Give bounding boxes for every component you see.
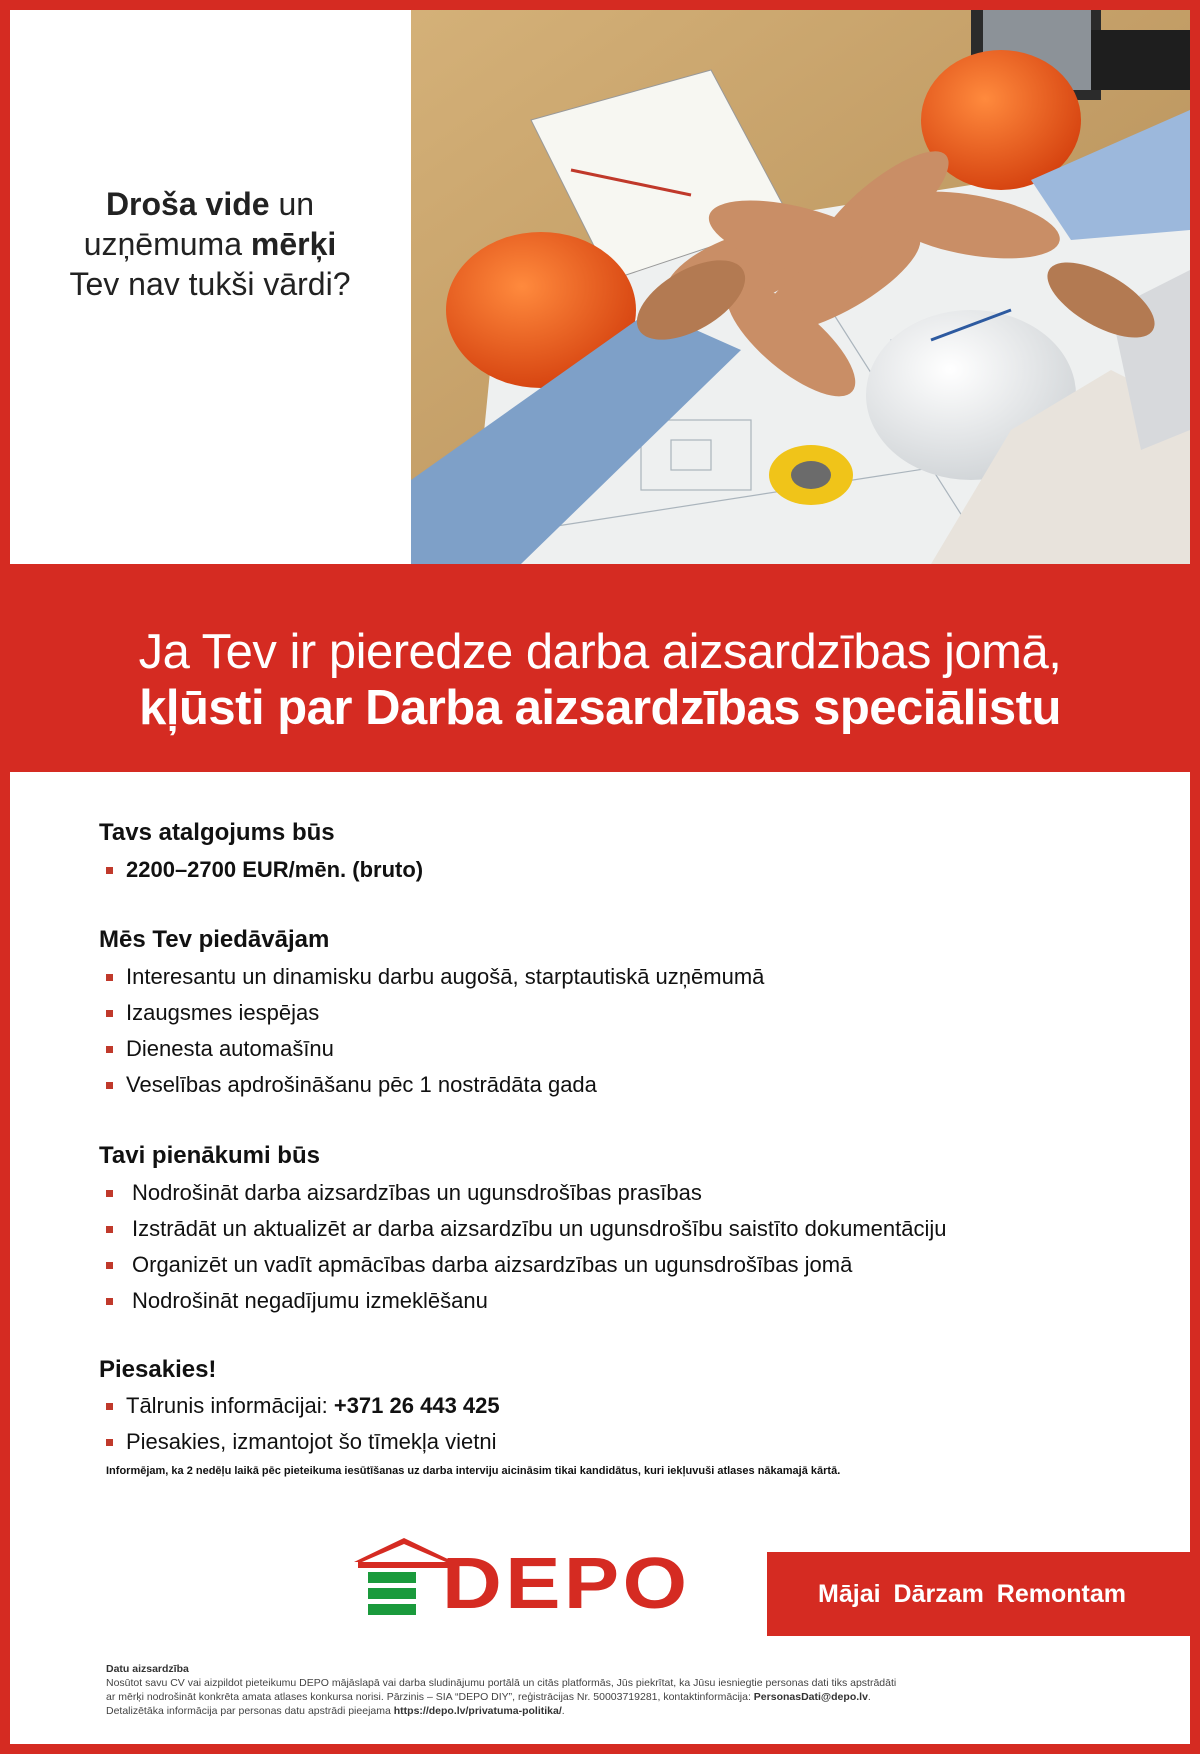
hero-q-bold-2: mērķi — [250, 226, 337, 262]
bullet-square-icon — [106, 1190, 113, 1197]
privacy-title: Datu aizsardzība — [106, 1663, 189, 1675]
bullet-square-icon — [106, 1298, 113, 1305]
job-ad-poster: Droša vide un uzņēmuma mērķi Tev nav tukši vārdi? Ja Tev ir pieredze darba aizsardzības jomā, kļūsti par Darba aizsardzības speciālistu Tavs atalgojums būs 2200–2700 EUR/mēn. (bruto) Mēs Tev piedāvājam Interesantu un dinamisku darbu augošā, starptautiskā uzņēmumā Izaugsmes iespējas Dienesta automašīnu Veselības apdrošināšanu pēc 1 nostrādāta gada Tavi pienākumi būs Nodrošināt darba aizsardzības un ugunsdrošības prasības Izstrādāt un aktualizēt ar darba aizsardzību un ugunsdrošību saistīto dokumentāciju Organizēt un vadīt apmācības darba aizsardzības un ugunsdrošības jomā Nodrošināt negadījumu izmeklēšanu Piesakies! Tālrunis informācijai: +371 26 443 425 Piesakies, izmantojot šo tīmekļa vietni Informējam, ka 2 nedēļu laikā pēc pieteikuma iesūtīšanas uz darba interviju aicināsim tikai kandidātus, kuri iekļuvuši atlases nākamajā kārtā. DEPO Mājai Dārzam Remontam Datu aizsardzība Nosūtot savu CV vai aizpildot pieteikumu DEPO mājāslapā vai darba sludinājumu portālā un citās platformās, Jūs piekrītat, ka Jūsu iesniegtie personas dati tiks apstrādāti ar mērķi nodrošināt konkrēta amata atlases konkursa norisi. Pārzinis – SIA “DEPO DIY”, reģistrācijas Nr. 50003719281, kontaktinformācija: PersonasDati@depo.lv. Detalizētāka informācija par personas datu apstrādi pieejama https://depo.lv/privatuma-politika/. — [10, 10, 1190, 1744]
slogan-text: Mājai Dārzam Remontam — [818, 1580, 1126, 1608]
hero-question — [10, 184, 410, 304]
apply-web-link[interactable]: Piesakies, izmantojot šo tīmekļa vietni — [126, 1429, 497, 1454]
hero-q-start-2: uzņēmuma — [83, 226, 251, 262]
privacy-line-2: ar mērķi nodrošināt konkrēta amata atlases konkursa norisi. Pārzinis – SIA “DEPO DIY”, reģistrācijas Nr. 50003719281, kontaktinformācija: PersonasDati@depo.lv. — [106, 1691, 871, 1703]
phone-label: Tālrunis informācijai: — [126, 1393, 334, 1418]
bullet-square-icon — [106, 1082, 113, 1089]
hero-text-panel — [10, 10, 410, 564]
hero-section — [10, 10, 1190, 564]
bullet-square-icon — [106, 1403, 113, 1410]
bullet-square-icon — [106, 867, 113, 874]
apply-title: Piesakies! — [99, 1356, 217, 1383]
phone-number[interactable]: +371 26 443 425 — [333, 1393, 500, 1418]
bullet-square-icon — [106, 1262, 113, 1269]
headline-line-2: kļūsti par Darba aizsardzības speciālistu — [139, 681, 1061, 735]
bullet-square-icon — [106, 1439, 113, 1446]
headline-line-1: Ja Tev ir pieredze darba aizsardzības jomā, — [138, 625, 1062, 679]
hero-q-line-3: Tev nav tukši vārdi? — [69, 266, 351, 302]
headline-banner — [10, 564, 1190, 772]
bullet-square-icon — [106, 1010, 113, 1017]
depo-wordmark: DEPO — [442, 1544, 691, 1624]
hero-q-rest-1: un — [269, 186, 315, 222]
bullet-square-icon — [106, 1226, 113, 1233]
bullet-square-icon — [106, 974, 113, 981]
privacy-policy-link[interactable]: https://depo.lv/privatuma-politika/ — [393, 1705, 562, 1717]
hero-photo-teamwork-hands — [411, 10, 1190, 564]
privacy-line-3: Detalizētāka informācija par personas datu apstrādi pieejama https://depo.lv/privatuma-politika/. — [106, 1705, 565, 1717]
selection-note: Informējam, ka 2 nedēļu laikā pēc pieteikuma iesūtīšanas uz darba interviju aicināsim tikai kandidātus, kuri iekļuvuši atlases nākamajā kārtā. — [106, 1465, 841, 1477]
offer-title: Mēs Tev piedāvājam — [99, 926, 330, 953]
privacy-line-1: Nosūtot savu CV vai aizpildot pieteikumu DEPO mājāslapā vai darba sludinājumu portālā un citās platformās, Jūs piekrītat, ka Jūsu iesniegtie personas dati tiks apstrādāti — [106, 1677, 897, 1689]
salary-title: Tavs atalgojums būs — [99, 819, 335, 846]
privacy-notice — [106, 1662, 1136, 1718]
slogan-box — [767, 1552, 1200, 1636]
depo-logo — [354, 1538, 736, 1624]
bullet-square-icon — [106, 1046, 113, 1053]
hero-q-bold-1: Droša vide — [105, 186, 270, 222]
privacy-email-link[interactable]: PersonasDati@depo.lv — [753, 1691, 868, 1703]
duties-title: Tavi pienākumi būs — [99, 1142, 320, 1169]
